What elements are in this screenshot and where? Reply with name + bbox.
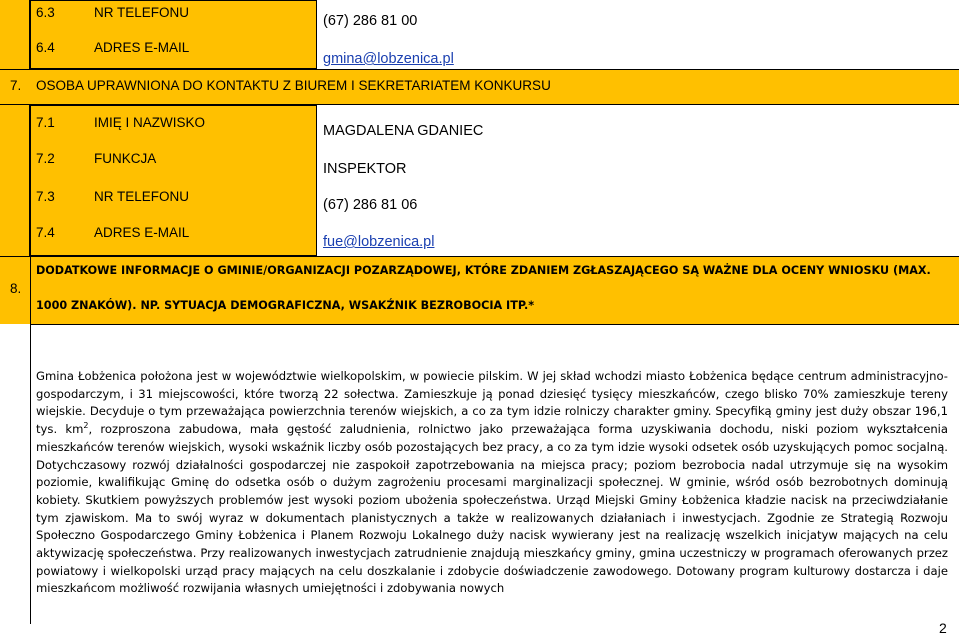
row-7-3-label: NR TELEFONU — [94, 189, 190, 204]
row-6-3-label: NR TELEFONU — [94, 5, 190, 20]
row-7-3-value: (67) 286 81 06 — [323, 197, 418, 213]
section-7-left-strip — [0, 105, 30, 256]
row-6-4-email-link[interactable]: gmina@lobzenica.pl — [323, 51, 454, 67]
row-6-4-label: ADRES E-MAIL — [94, 40, 190, 55]
page-number: 2 — [939, 620, 947, 636]
row-6-3-value: (67) 286 81 00 — [323, 13, 418, 29]
row-7-2-label: FUNKCJA — [94, 151, 157, 166]
row-7-4-email-link[interactable]: fue@lobzenica.pl — [323, 234, 435, 250]
section-8-number-divider — [30, 256, 31, 324]
row-7-1-value: MAGDALENA GDANIEC — [323, 123, 484, 139]
row-7-4-label: ADRES E-MAIL — [94, 225, 190, 240]
section-8-title-line-2: 1000 ZNAKÓW). NP. SYTUACJA DEMOGRAFICZNA, WSAKŹNIK BEZROBOCIA ITP.* — [36, 299, 535, 312]
row-6-4-number: 6.4 — [36, 40, 55, 55]
description-text-part-1: Gmina Łobżenica położona jest w województwie wielkopolskim, w powiecie pilskim. W jej skład wchodzi miasto Łobżenica będące centrum administracyjno-gospodarczym, i 31 miejscowości, które tworzą 22 sołectwa. Zamieszkuje ją ponad dziesięć tysięcy mieszkańców, czego blisko 70% zamieszkuje tereny wiejskie. Decyduje o tym przeważająca powierzchnia terenów wiejskich, a co za tym idzie rolniczy charakter gminy. Specyfiką gminy jest duży obszar 196,1 tys. km — [36, 369, 948, 437]
row-6-3-number: 6.3 — [36, 5, 55, 20]
description-superscript: 2 — [83, 421, 89, 431]
section-8-description — [36, 368, 948, 598]
description-text-part-2: , rozproszona zabudowa, mała gęstość zaludnienia, rolnictwo jako przeważająca forma uzyskiwania dochodu, niski poziom wykształcenia mieszkańców terenów wiejskich, wysoki wskaźnik liczby osób pozostających bez pracy, a co za tym idzie wysoki odsetek osób uzyskujących pomoc socjalną. Dotychczasowy rozwój działalności gospodarczej nie zaspokoił zapotrzebowania na miejsca pracy; poziom bezrobocia nadal utrzymuje się na wysokim poziomie, kwalifikując Gminę do odsetka osób o dużym zagrożeniu procesami marginalizacji społecznej. W gminie, wśród osób bezrobotnych dominują kobiety. Skutkiem powyższych problemów jest wysoki poziom ubożenia społeczeństwa. Urząd Miejski Gminy Łobżenica kładzie nacisk na przeciwdziałanie tym zjawiskom. Ma to swój wyraz w dokumentach planistycznych a także w realizowanych działaniach i inwestycjach. Zgodnie ze Strategią Rozwoju Społeczno Gospodarczego Gminy Łobżenica i Planem Rozwoju Lokalnego duży nacisk wywierany jest na realizację wszelkich inicjatyw mających na celu aktywizację społeczeństwa. Przy realizowanych inwestycjach zatrudnienie znajdują mieszkańcy gminy, gmina uczestniczy w programach oferowanych przez powiatowy i wielkopolski urząd pracy mających na celu doszkalanie i zdobycie doświadczenie zawodowego. Dotowany program kulturowy dostarcza i daje mieszkańcom możliwość rozwijania własnych umiejętności i zdobywania nowych — [36, 422, 948, 596]
row-7-2-number: 7.2 — [36, 151, 55, 166]
section-7-title: OSOBA UPRAWNIONA DO KONTAKTU Z BIUREM I SEKRETARIATEM KONKURSU — [36, 78, 551, 93]
row-7-1-label: IMIĘ I NAZWISKO — [94, 115, 206, 130]
row-7-3-number: 7.3 — [36, 189, 55, 204]
row-7-1-number: 7.1 — [36, 115, 55, 130]
section-8-title-line-1: DODATKOWE INFORMACJE O GMINIE/ORGANIZACJI POZARZĄDOWEJ, KTÓRE ZDANIEM ZGŁASZAJĄCEGO SĄ WAŻNE DLA OCENY WNIOSKU (MAX. — [36, 264, 931, 277]
section-7-number: 7. — [10, 78, 22, 93]
section-6-left-strip — [0, 0, 30, 69]
row-7-2-value: INSPEKTOR — [323, 161, 407, 177]
section-8-number: 8. — [10, 281, 22, 296]
row-7-4-number: 7.4 — [36, 225, 55, 240]
